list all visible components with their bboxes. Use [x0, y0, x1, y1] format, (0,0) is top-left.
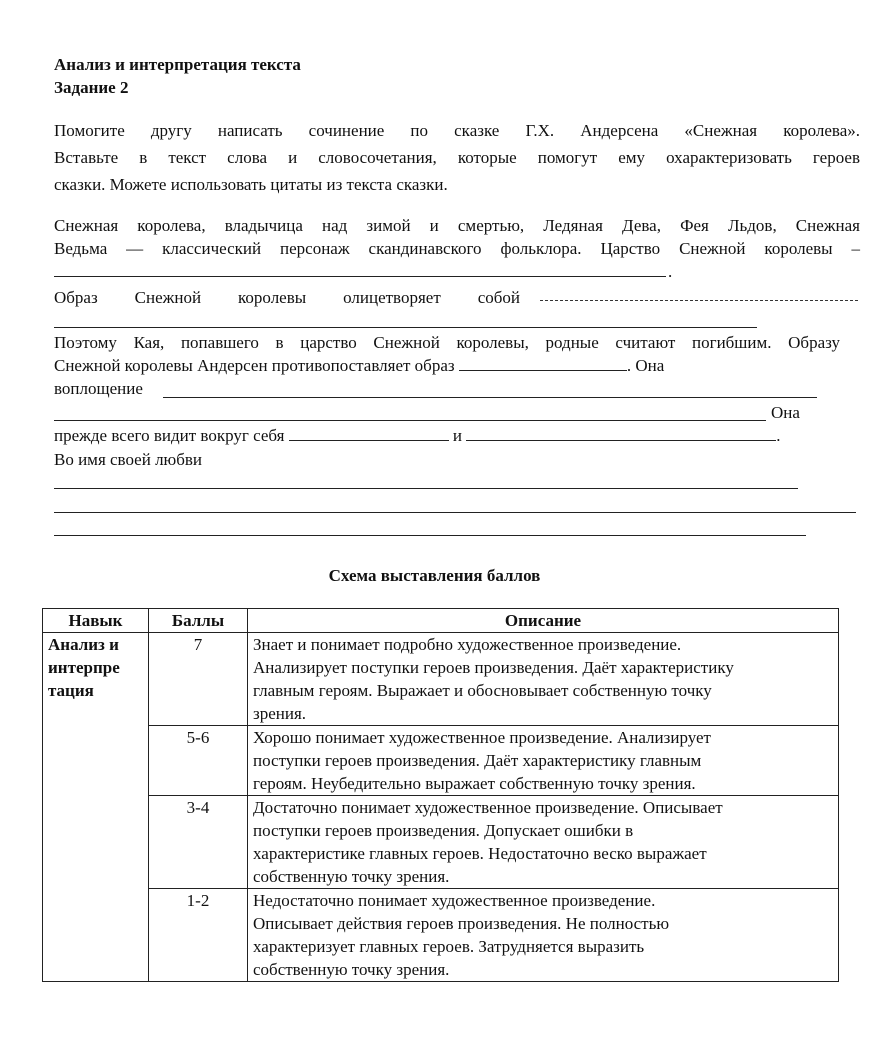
points-cell: 7 — [149, 633, 248, 726]
answer-blank-kingdom[interactable] — [54, 276, 666, 277]
description-line: зрения. — [253, 704, 307, 723]
header-skill: Навык — [43, 609, 149, 633]
description-line: характеристике главных героев. Недостаточно веско выражает — [253, 844, 707, 863]
passage-line-2: Ведьма — классический персонаж скандинавского фольклора. Царство Снежной королевы – — [54, 239, 860, 258]
passage-line-1: Снежная королева, владычица над зимой и смертью, Ледяная Дева, Фея Льдов, Снежная — [54, 216, 860, 235]
task-number: Задание 2 — [54, 78, 129, 97]
points-cell: 3-4 — [149, 796, 248, 889]
skill-line: интерпре — [48, 658, 120, 677]
header-description: Описание — [248, 609, 839, 633]
passage-line-6: Поэтому Кая, попавшего в царство Снежной королевы, родные считают погибшим. Образу — [54, 333, 840, 352]
passage-line-4: Образ Снежной королевы олицетворяет собой — [54, 288, 520, 307]
description-line: Описывает действия героев произведения. Не полностью — [253, 914, 670, 933]
passage-line-7 — [54, 355, 664, 377]
passage-line-10-end: . — [776, 426, 781, 445]
description-line: Достаточно понимает художественное произведение. Описывает — [253, 798, 723, 817]
description-line: собственную точку зрения. — [253, 867, 450, 886]
passage-line-11: Во имя своей любви — [54, 450, 203, 469]
points-cell: 1-2 — [149, 889, 248, 982]
table-row — [43, 726, 839, 796]
answer-blank-love-1[interactable] — [54, 488, 798, 489]
passage-line-7-text: Снежной королевы Андерсен противопоставляет образ — [54, 356, 455, 375]
table-header-row — [43, 609, 839, 633]
answer-blank-embodiment[interactable] — [163, 397, 817, 398]
answer-blank-love-3[interactable] — [54, 535, 806, 536]
table-row — [43, 796, 839, 889]
header-points: Баллы — [149, 609, 248, 633]
answer-blank-personifies-2[interactable] — [54, 327, 757, 328]
description-line: поступки героев произведения. Даёт характеристику главным — [253, 751, 702, 770]
description-cell — [248, 796, 839, 889]
period-mark: . — [668, 262, 673, 281]
points-cell: 5-6 — [149, 726, 248, 796]
intro-line-2: Вставьте в текст слова и словосочетания, которые помогут ему охарактеризовать героев — [54, 148, 860, 167]
answer-blank-embodiment-2[interactable] — [54, 420, 766, 421]
passage-line-7-end: . Она — [626, 356, 665, 375]
description-line: характеризует главных героев. Затрудняется выразить — [253, 937, 645, 956]
section-title: Анализ и интерпретация текста — [54, 55, 301, 74]
scheme-title: Схема выставления баллов — [328, 566, 541, 585]
description-line: Хорошо понимает художественное произведение. Анализирует — [253, 728, 711, 747]
answer-blank-personifies[interactable] — [540, 300, 858, 301]
intro-line-3: сказки. Можете использовать цитаты из текста сказки. — [54, 175, 448, 194]
description-line: Анализирует поступки героев произведения. Даёт характеристику — [253, 658, 734, 677]
answer-blank-love-2[interactable] — [54, 512, 856, 513]
answer-blank-sees-2[interactable] — [466, 425, 776, 441]
skill-cell — [43, 633, 149, 982]
description-line: героям. Неубедительно выражает собственную точку зрения. — [253, 774, 696, 793]
skill-line: Анализ и — [48, 635, 119, 654]
passage-line-10 — [54, 425, 781, 447]
description-line: собственную точку зрения. — [253, 960, 450, 979]
description-line: Знает и понимает подробно художественное произведение. — [253, 635, 682, 654]
description-line: главным героям. Выражает и обосновывает собственную точку — [253, 681, 712, 700]
description-cell — [248, 633, 839, 726]
passage-line-9-end: Она — [771, 403, 800, 422]
description-cell — [248, 726, 839, 796]
description-cell — [248, 889, 839, 982]
answer-blank-contrast-image[interactable] — [459, 355, 627, 371]
description-line: Недостаточно понимает художественное произведение. — [253, 891, 656, 910]
skill-line: тация — [48, 681, 94, 700]
intro-line-1: Помогите другу написать сочинение по сказке Г.Х. Андерсена «Снежная королева». — [54, 121, 860, 140]
answer-blank-sees-1[interactable] — [289, 425, 449, 441]
conjunction: и — [452, 426, 463, 445]
table-row — [43, 633, 839, 726]
table-row — [43, 889, 839, 982]
description-line: поступки героев произведения. Допускает ошибки в — [253, 821, 634, 840]
scoring-table — [42, 608, 839, 982]
passage-line-8: воплощение — [54, 379, 143, 398]
passage-line-10-text: прежде всего видит вокруг себя — [54, 426, 285, 445]
